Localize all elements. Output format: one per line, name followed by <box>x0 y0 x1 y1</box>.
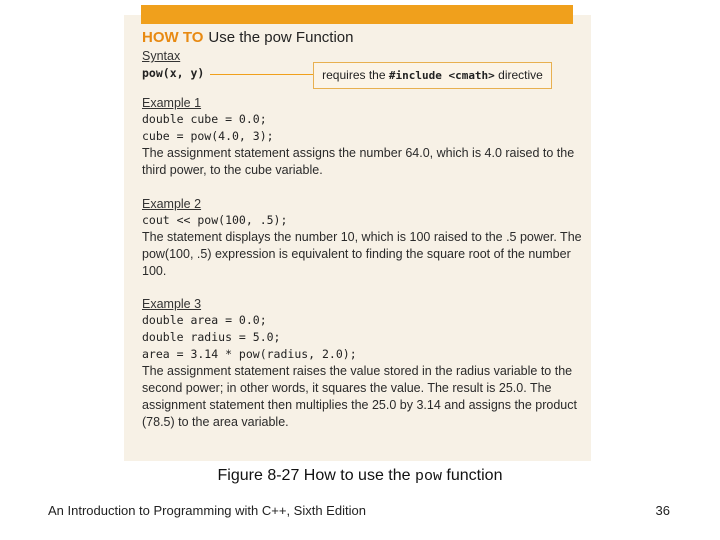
caption-code: pow <box>414 468 442 485</box>
example-description: The assignment statement assigns the number 64.0, which is 4.0 raised to the third power, to the cube variable. <box>142 146 575 177</box>
callout-connector <box>210 74 313 75</box>
howto-content <box>142 28 582 431</box>
example-description: The assignment statement raises the value stored in the radius variable to the second power; in other words, it squares the value. The result is 25.0. The assignment statement then multiplies the 25.0 by 3.14 and assigns the product (78.5) to the area variable. <box>142 364 577 429</box>
callout-pre: requires the <box>322 68 389 82</box>
code-line: double area = 0.0; <box>142 313 267 327</box>
code-line: double radius = 5.0; <box>142 330 281 344</box>
caption-suffix: function <box>441 467 503 484</box>
callout-code: #include <cmath> <box>388 69 495 82</box>
syntax-callout <box>313 62 552 89</box>
code-line: area = 3.14 * pow(radius, 2.0); <box>142 347 357 361</box>
figure-title <box>142 28 582 48</box>
example-label: Example 2 <box>142 197 202 211</box>
code-line: cube = pow(4.0, 3); <box>142 129 274 143</box>
example-1 <box>142 95 582 179</box>
orange-banner <box>141 5 573 24</box>
syntax-code: pow(x, y) <box>142 66 205 80</box>
callout-post: directive <box>494 68 543 82</box>
example-description: The statement displays the number 10, which is 100 raised to the .5 power. The pow(100, .5) expression is equivalent to finding the square root of the number 100. <box>142 230 582 278</box>
example-label: Example 1 <box>142 96 202 110</box>
book-title-footer: An Introduction to Programming with C++, Sixth Edition <box>48 503 366 518</box>
example-label: Example 3 <box>142 297 202 311</box>
code-line: cout << pow(100, .5); <box>142 213 288 227</box>
figure-caption <box>0 467 720 485</box>
caption-prefix: Figure 8-27 How to use the <box>217 467 415 484</box>
example-3 <box>142 296 582 431</box>
syntax-label: Syntax <box>142 49 181 63</box>
page-number: 36 <box>655 503 670 518</box>
example-2 <box>142 196 582 280</box>
title-text: Use the pow Function <box>208 29 354 46</box>
code-line: double cube = 0.0; <box>142 112 267 126</box>
howto-label: HOW TO <box>142 29 204 46</box>
